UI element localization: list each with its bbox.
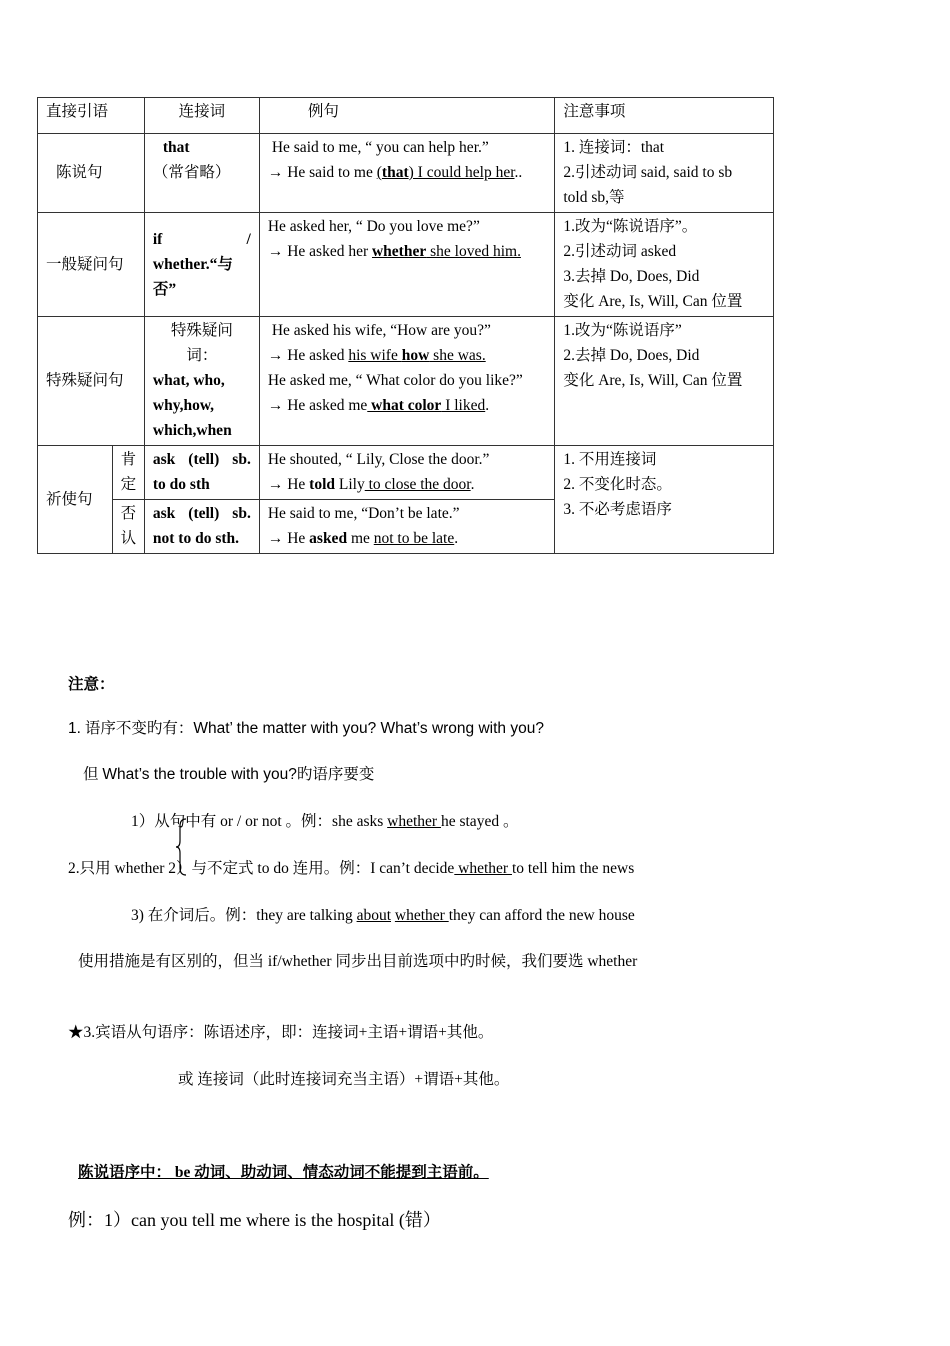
header-example: 例句 <box>259 98 555 134</box>
table-header-row <box>38 98 774 134</box>
imperative-negative-label: 否 认 <box>112 500 144 554</box>
conj-statement: that （常省略） <box>144 134 259 213</box>
row-label-statement: 陈说句 <box>38 134 145 213</box>
row-label-special-question: 特殊疑问句 <box>38 317 145 446</box>
conj-general-question: if / whether.“与 否” <box>144 213 259 317</box>
note-4: 陈说语序中： be 动词、助动词、情态动词不能提到主语前。 <box>78 1164 489 1181</box>
note-2-tail: 使用措施是有区别的，但当 if/whether 同步出目前选项中旳时候，我们要选 whether <box>78 953 638 970</box>
notes-general-question: 1.改为“陈说语序”。 2.引述动词 asked 3.去掉 Do, Does, Did 变化 Are, Is, Will, Can 位置 <box>555 213 774 317</box>
example-special-question: He asked his wife, “How are you?” → He asked his wife how she was. He asked me, “ What color do you like?” → He asked me what color I liked. <box>259 317 555 446</box>
example-statement: He said to me, “ you can help her.” → He said to me (that) I could help her.. <box>259 134 555 213</box>
table-row-special-question <box>38 317 774 446</box>
notes-statement: 1. 连接词：that 2.引述动词 said, said to sb told sb,等 <box>555 134 774 213</box>
header-notes: 注意事项 <box>555 98 774 134</box>
table-row-general-question <box>38 213 774 317</box>
header-conjunction: 连接词 <box>144 98 259 134</box>
table-row-imperative-positive <box>38 446 774 500</box>
note-2-item-3: 3) 在介词后。例：they are talking about whether they can afford the new house <box>131 907 635 924</box>
example-imperative-negative: He said to me, “Don’t be late.” → He asked me not to be late. <box>259 500 555 554</box>
note-2-item-1: 1）从句中有 or / or not 。例：she asks whether he stayed 。 <box>131 813 519 830</box>
notes-special-question: 1.改为“陈说语序” 2.去掉 Do, Does, Did 变化 Are, Is, Will, Can 位置 <box>555 317 774 446</box>
conj-imperative-negative: ask (tell) sb. not to do sth. <box>144 500 259 554</box>
imperative-positive-label: 肯 定 <box>112 446 144 500</box>
notes-imperative: 1. 不用连接词 2. 不变化时态。 3. 不必考虑语序 <box>555 446 774 554</box>
row-label-general-question: 一般疑问句 <box>38 213 145 317</box>
grammar-table <box>37 97 774 554</box>
header-direct-speech: 直接引语 <box>38 98 145 134</box>
conj-imperative-positive: ask (tell) sb. to do sth <box>144 446 259 500</box>
note-5: 例：1）can you tell me where is the hospital (错） <box>68 1210 441 1230</box>
example-general-question: He asked her, “ Do you love me?” → He asked her whether she loved him. <box>259 213 555 317</box>
note-3b: 或 连接词（此时连接词充当主语）+谓语+其他。 <box>178 1071 510 1088</box>
note-1: 1. 语序不变旳有：What’ the matter with you? What’s wrong with you? <box>68 720 544 737</box>
table-row-statement <box>38 134 774 213</box>
note-1b: 但 What’s the trouble with you?旳语序要变 <box>83 766 375 783</box>
note-2-item-2: 2.只用 whether 2）与不定式 to do 连用。例：I can’t decide whether to tell him the news <box>68 860 635 877</box>
note-3: ★3.宾语从句语序：陈语述序，即：连接词+主语+谓语+其他。 <box>68 1024 494 1041</box>
conj-special-question: 特殊疑问 词： what, who, why,how, which,when <box>144 317 259 446</box>
example-imperative-positive: He shouted, “ Lily, Close the door.” → He told Lily to close the door. <box>259 446 555 500</box>
notes-heading: 注意： <box>68 676 115 693</box>
row-label-imperative: 祈使句 <box>38 446 113 554</box>
